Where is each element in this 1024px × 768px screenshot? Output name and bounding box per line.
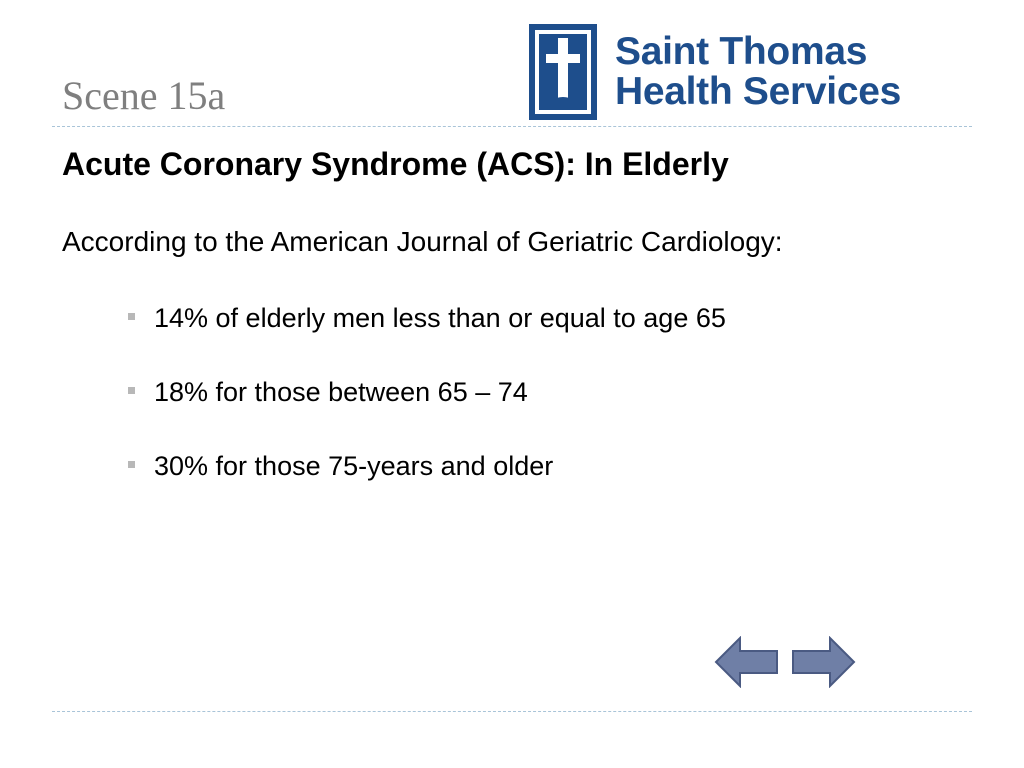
- bullet-text: 18% for those between 65 – 74: [154, 377, 528, 407]
- logo-wordmark: [615, 32, 901, 112]
- bottom-divider: [52, 711, 972, 712]
- brand-logo: [529, 24, 961, 120]
- right-arrow-icon: [793, 638, 854, 686]
- previous-slide-button[interactable]: [714, 636, 780, 688]
- left-arrow-icon: [716, 638, 777, 686]
- cross-logo-icon: [529, 24, 597, 120]
- next-slide-button[interactable]: [790, 636, 856, 688]
- square-bullet-icon: [128, 387, 135, 394]
- bullet-text: 30% for those 75-years and older: [154, 451, 554, 481]
- scene-title: Scene 15a: [62, 73, 226, 118]
- bullet-text: 14% of elderly men less than or equal to age 65: [154, 303, 726, 333]
- square-bullet-icon: [128, 461, 135, 468]
- square-bullet-icon: [128, 313, 135, 320]
- top-divider: [52, 126, 972, 127]
- slide-heading: Acute Coronary Syndrome (ACS): In Elderly: [62, 146, 729, 182]
- intro-text: According to the American Journal of Geriatric Cardiology:: [62, 226, 783, 257]
- logo-line-1: Saint Thomas: [615, 30, 868, 73]
- logo-line-2: Health Services: [615, 70, 902, 113]
